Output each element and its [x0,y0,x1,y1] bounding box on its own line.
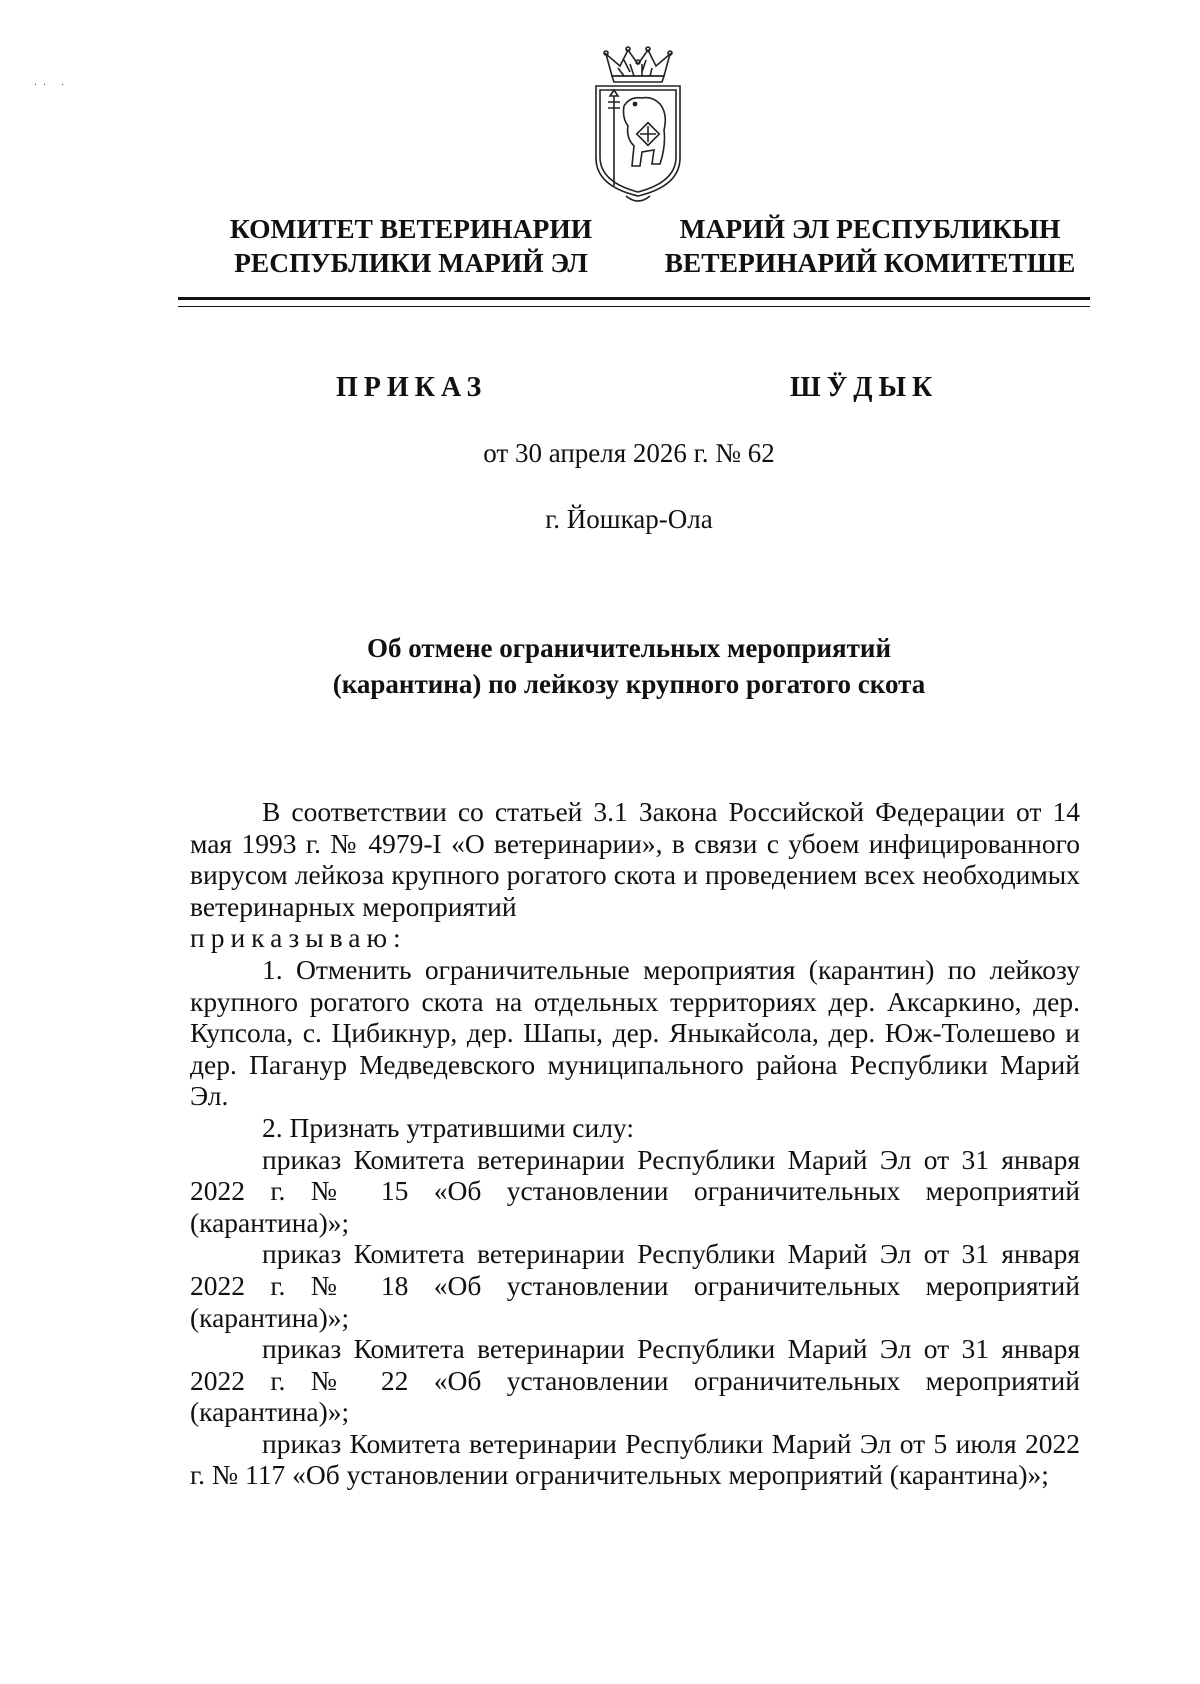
document-body [190,796,1080,1491]
coat-of-arms-icon [590,46,686,210]
repealed-order-1: приказ Комитета ветеринарии Республики Марий Эл от 31 января 2022 г. № 15 «Об установлении ограничительных мероприятий (карантина)»; [190,1143,1080,1238]
doc-type-mari: ШӰДЫК [790,372,939,403]
organization-name-mari [650,212,1090,280]
repealed-order-4: приказ Комитета ветеринарии Республики Марий Эл от 5 июля 2022 г. № 117 «Об установлении ограничительных мероприятий (карантина)»; [190,1427,1080,1491]
order-word: приказываю: [190,922,407,954]
city: г. Йошкар-Ола [545,504,713,534]
org-mari-line-2: ВЕТЕРИНАРИЙ КОМИТЕТШЕ [664,247,1076,278]
item-2-paragraph: 2. Признать утратившими силу: [262,1111,634,1143]
org-mari-line-1: МАРИЙ ЭЛ РЕСПУБЛИКЫН [679,213,1061,244]
title-line-1: Об отмене ограничительных мероприятий [366,633,892,663]
scan-marks: .. . [34,76,71,88]
org-ru-line-1: КОМИТЕТ ВЕТЕРИНАРИИ [229,213,593,244]
doc-type-ru: ПРИКАЗ [336,372,488,403]
organization-name-ru [196,212,626,280]
title-line-2: (карантина) по лейкозу крупного рогатого скота [332,669,926,699]
repealed-order-3: приказ Комитета ветеринарии Республики Марий Эл от 31 января 2022 г. № 22 «Об установлении ограничительных мероприятий (карантина)»; [190,1333,1080,1428]
document-title [0,630,1200,702]
preamble-paragraph: В соответствии со статьей 3.1 Закона Российской Федерации от 14 мая 1993 г. № 4979-I «О ветеринарии», в связи с убоем инфицированного вирусом лейкоза крупного рогатого скота и проведением всех необходимых ветеринарных мероприятий [190,796,1080,922]
header-rule-thick [178,297,1090,300]
date-number: от 30 апреля 2026 г. № 62 [483,438,775,468]
org-ru-line-2: РЕСПУБЛИКИ МАРИЙ ЭЛ [234,247,588,278]
repealed-order-2: приказ Комитета ветеринарии Республики Марий Эл от 31 января 2022 г. № 18 «Об установлении ограничительных мероприятий (карантина)»; [190,1238,1080,1333]
item-1-paragraph: 1. Отменить ограничительные мероприятия (карантин) по лейкозу крупного рогатого скота на отдельных территориях дер. Аксаркино, дер. Купсола, с. Цибикнур, дер. Шапы, дер. Яныкайсола, дер. Юж-Толешево и дер. Паганур Медведевского муниципального района Республики Марий Эл. [190,953,1080,1112]
header-rule-thin [178,306,1090,307]
